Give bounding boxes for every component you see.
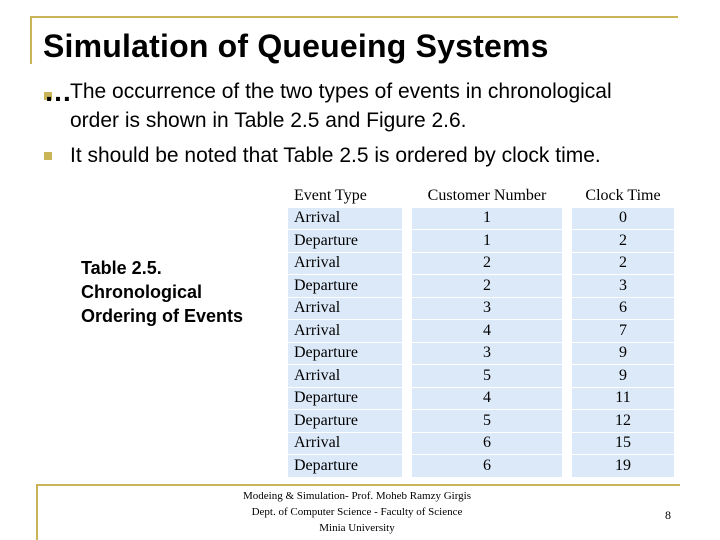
cell-clock-time: 12 [572,410,674,433]
bullet-1-line-2: order is shown in Table 2.5 and Figure 2.6. [70,109,467,132]
slide-title: Simulation of Queueing Systems [43,28,549,64]
cell-clock-time: 2 [572,252,674,275]
bullet-1-line-1: The occurrence of the two types of events in chronological [70,80,612,103]
table-row [288,387,674,410]
cell-clock-time: 9 [572,342,674,365]
cell-event-type: Departure [288,455,402,477]
cell-customer-number: 4 [412,387,562,410]
cell-clock-time: 2 [572,230,674,253]
cell-event-type: Arrival [288,365,402,388]
footer-left-rule [36,484,38,540]
cell-customer-number: 2 [412,275,562,298]
footer-rule [36,484,680,486]
cell-clock-time: 7 [572,320,674,343]
bullet-square-icon [44,152,52,160]
table-row [288,320,674,343]
cell-clock-time: 11 [572,387,674,410]
footer-line-2: Dept. of Computer Science - Faculty of Science [251,506,463,518]
cell-customer-number: 1 [412,207,562,230]
bullet-2-text: It should be noted that Table 2.5 is ordered by clock time. [70,144,601,167]
table-row [288,455,674,477]
cell-event-type: Departure [288,230,402,253]
table-row [288,252,674,275]
cell-customer-number: 1 [412,230,562,253]
table-row [288,432,674,455]
table-row [288,297,674,320]
cell-clock-time: 15 [572,432,674,455]
cell-customer-number: 6 [412,432,562,455]
ellipsis-icon: … [44,76,71,107]
cell-event-type: Departure [288,387,402,410]
cell-customer-number: 3 [412,297,562,320]
header-event-type: Event Type [288,185,402,208]
frame-top-rule [30,16,678,18]
table-row [288,207,674,230]
table-caption: Table 2.5. Chronological Ordering of Events [81,258,244,326]
table-row [288,365,674,388]
table-row [288,342,674,365]
cell-customer-number: 6 [412,455,562,477]
table-row [288,230,674,253]
cell-event-type: Arrival [288,207,402,230]
header-clock-time: Clock Time [572,185,674,208]
cell-event-type: Departure [288,275,402,298]
page-number: 8 [665,508,671,522]
cell-customer-number: 5 [412,410,562,433]
cell-customer-number: 2 [412,252,562,275]
header-customer-number: Customer Number [412,185,562,208]
cell-event-type: Arrival [288,432,402,455]
cell-clock-time: 9 [572,365,674,388]
table-header-row [288,185,674,208]
cell-customer-number: 3 [412,342,562,365]
cell-event-type: Arrival [288,320,402,343]
cell-event-type: Departure [288,342,402,365]
events-table [288,184,674,477]
footer-line-3: Minia University [319,522,395,534]
cell-customer-number: 4 [412,320,562,343]
table-row [288,275,674,298]
cell-clock-time: 6 [572,297,674,320]
cell-clock-time: 3 [572,275,674,298]
cell-clock-time: 0 [572,207,674,230]
cell-event-type: Arrival [288,297,402,320]
cell-event-type: Departure [288,410,402,433]
table-row [288,410,674,433]
cell-customer-number: 5 [412,365,562,388]
footer [222,488,492,536]
footer-line-1: Modeing & Simulation- Prof. Moheb Ramzy Girgis [242,490,472,502]
frame-left-rule [30,16,32,64]
cell-event-type: Arrival [288,252,402,275]
cell-clock-time: 19 [572,455,674,477]
